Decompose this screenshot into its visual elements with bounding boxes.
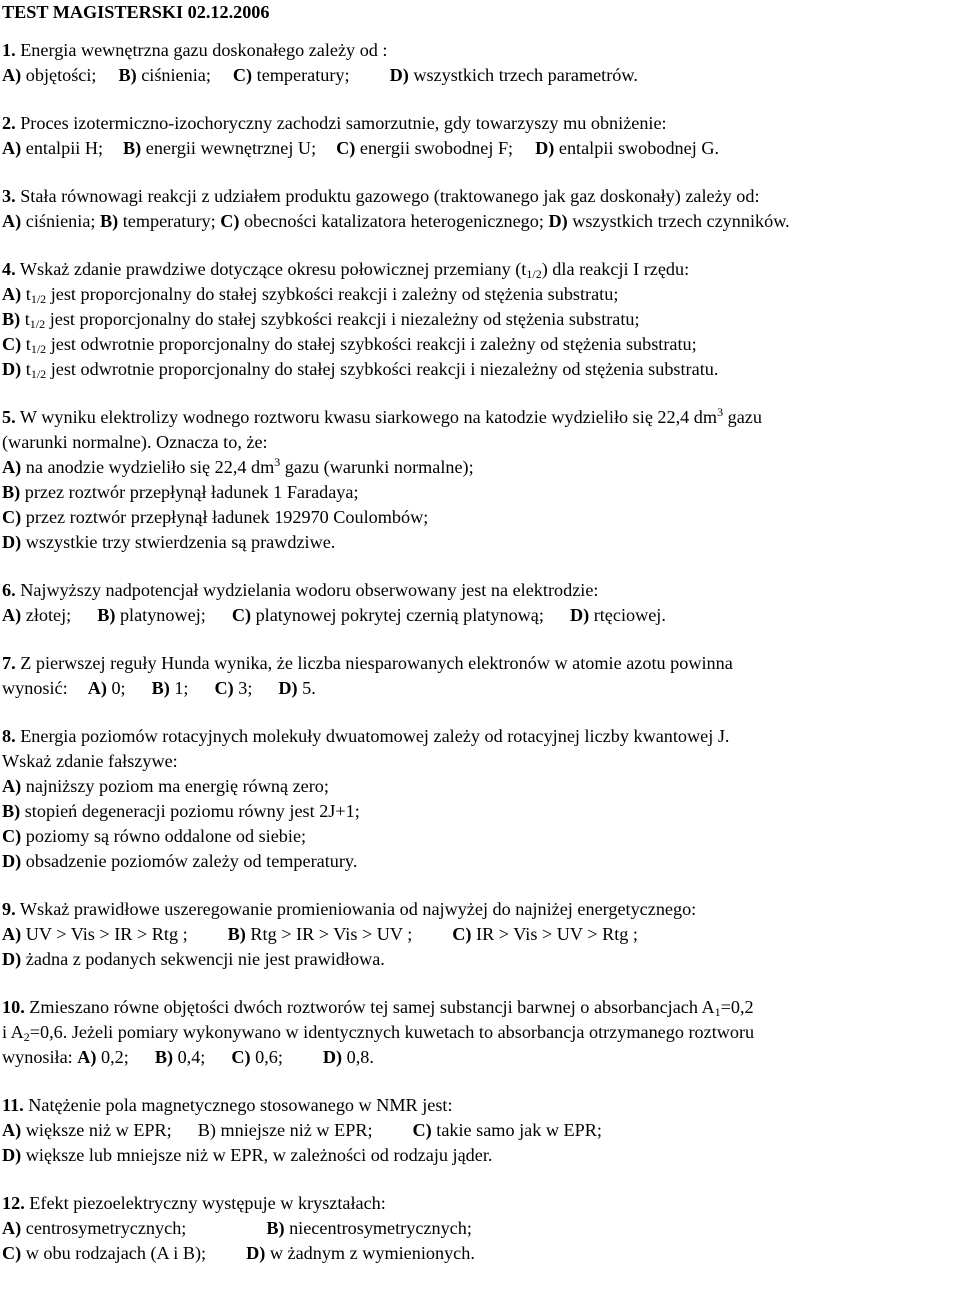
- question-8: [2, 724, 956, 874]
- answer-c: C) przez roztwór przepłynął ładunek 192970 Coulombów;: [2, 507, 429, 527]
- question-9: [2, 897, 956, 972]
- answer-d: D) obsadzenie poziomów zależy od temperatury.: [2, 851, 358, 871]
- question-12: [2, 1191, 956, 1266]
- answer-a: A) najniższy poziom ma energię równą zero;: [2, 776, 329, 796]
- answer-b: B) przez roztwór przepłynął ładunek 1 Faradaya;: [2, 482, 359, 502]
- question-text-cont: i $A_2=0,6$. Jeżeli pomiary wykonywano w identycznych kuwetach to absorbancja otrzymanego roztworu: [2, 1022, 755, 1044]
- question-text: 7. Z pierwszej reguły Hunda wynika, że liczba niesparowanych elektronów w atomie azotu powinna: [2, 653, 733, 673]
- question-4: [2, 257, 956, 382]
- question-6: [2, 578, 956, 628]
- answer-options-ab: A) centrosymetrycznych; B) niecentrosymetrycznych;: [2, 1218, 472, 1238]
- question-2: [2, 111, 956, 161]
- question-text: 9. Wskaż prawidłowe uszeregowanie promieniowania od najwyżej do najniżej energetycznego:: [2, 899, 697, 919]
- test-page: [2, 0, 956, 1266]
- answer-a: A) na anodzie wydzieliło się 22,4 $dm^3$ gazu (warunki normalne);: [2, 455, 474, 477]
- answer-options: A) większe niż w EPR; B) mniejsze niż w EPR; C) takie samo jak w EPR;: [2, 1120, 602, 1140]
- test-title: TEST MAGISTERSKI 02.12.2006: [2, 2, 270, 22]
- answer-options: A) entalpii H; B) energii wewnętrznej U; C) energii swobodnej F; D) entalpii swobodnej G.: [2, 138, 720, 158]
- answer-d: D) wszystkie trzy stwierdzenia są prawdziwe.: [2, 532, 336, 552]
- answer-options: wynosiła: A) 0,2; B) 0,4; C) 0,6; D) 0,8.: [2, 1047, 374, 1067]
- answer-c: C) $t_{1/2}$ jest odwrotnie proporcjonalny do stałej szybkości reakcji i zależny od stężenia substratu;: [2, 334, 697, 356]
- answer-a: A) $t_{1/2}$ jest proporcjonalny do stałej szybkości reakcji i zależny od stężenia substratu;: [2, 284, 619, 306]
- answer-c: C) poziomy są równo oddalone od siebie;: [2, 826, 307, 846]
- answer-options-cd: C) w obu rodzajach (A i B); D) w żadnym z wymienionych.: [2, 1243, 475, 1263]
- question-text: 12. Efekt piezoelektryczny występuje w kryształach:: [2, 1193, 386, 1213]
- answer-options: wynosić: A) 0; B) 1; C) 3; D) 5.: [2, 678, 316, 698]
- question-text-cont: Wskaż zdanie fałszywe:: [2, 751, 178, 771]
- answer-options: A) UV > Vis > IR > Rtg ; B) Rtg > IR > Vis > UV ; C) IR > Vis > UV > Rtg ;: [2, 924, 638, 944]
- question-text: 11. Natężenie pola magnetycznego stosowanego w NMR jest:: [2, 1095, 453, 1115]
- answer-d: D) żadna z podanych sekwencji nie jest prawidłowa.: [2, 949, 385, 969]
- answer-options: A) objętości; B) ciśnienia; C) temperatury; D) wszystkich trzech parametrów.: [2, 65, 638, 85]
- question-text: 3. Stała równowagi reakcji z udziałem produktu gazowego (traktowanego jak gaz doskonały) zależy od:: [2, 186, 760, 206]
- answer-options: A) ciśnienia; B) temperatury; C) obecności katalizatora heterogenicznego; D) wszystkich trzech czynników.: [2, 211, 790, 231]
- answer-options: A) złotej; B) platynowej; C) platynowej pokrytej czernią platynową; D) rtęciowej.: [2, 605, 666, 625]
- question-7: [2, 651, 956, 701]
- question-text: 10. Zmieszano równe objętości dwóch roztworów tej samej substancji barwnej o absorbancjach $A_1=0,2$: [2, 997, 754, 1019]
- question-text: 6. Najwyższy nadpotencjał wydzielania wodoru obserwowany jest na elektrodzie:: [2, 580, 599, 600]
- question-text: 8. Energia poziomów rotacyjnych molekuły dwuatomowej zależy od rotacyjnej liczby kwantowej J.: [2, 726, 730, 746]
- question-text-cont: (warunki normalne). Oznacza to, że:: [2, 432, 268, 452]
- question-text: 5. W wyniku elektrolizy wodnego roztworu kwasu siarkowego na katodzie wydzieliło się 22,4 $dm^3$ gazu: [2, 405, 762, 427]
- question-1: [2, 38, 956, 88]
- answer-d: D) $t_{1/2}$ jest odwrotnie proporcjonalny do stałej szybkości reakcji i niezależny od stężenia substratu.: [2, 359, 719, 381]
- question-text: 4. Wskaż zdanie prawdziwe dotyczące okresu połowicznej przemiany $(t_{1/2})$ dla reakcji I rzędu:: [2, 259, 690, 281]
- question-10: [2, 995, 956, 1070]
- question-text: 2. Proces izotermiczno-izochoryczny zachodzi samorzutnie, gdy towarzyszy mu obniżenie:: [2, 113, 667, 133]
- question-3: [2, 184, 956, 234]
- question-text: 1. Energia wewnętrzna gazu doskonałego zależy od :: [2, 40, 388, 60]
- answer-d: D) większe lub mniejsze niż w EPR, w zależności od rodzaju jąder.: [2, 1145, 493, 1165]
- question-11: [2, 1093, 956, 1168]
- answer-b: B) $t_{1/2}$ jest proporcjonalny do stałej szybkości reakcji i niezależny od stężenia substratu;: [2, 309, 640, 331]
- answer-b: B) stopień degeneracji poziomu równy jest 2J+1;: [2, 801, 360, 821]
- question-5: [2, 405, 956, 555]
